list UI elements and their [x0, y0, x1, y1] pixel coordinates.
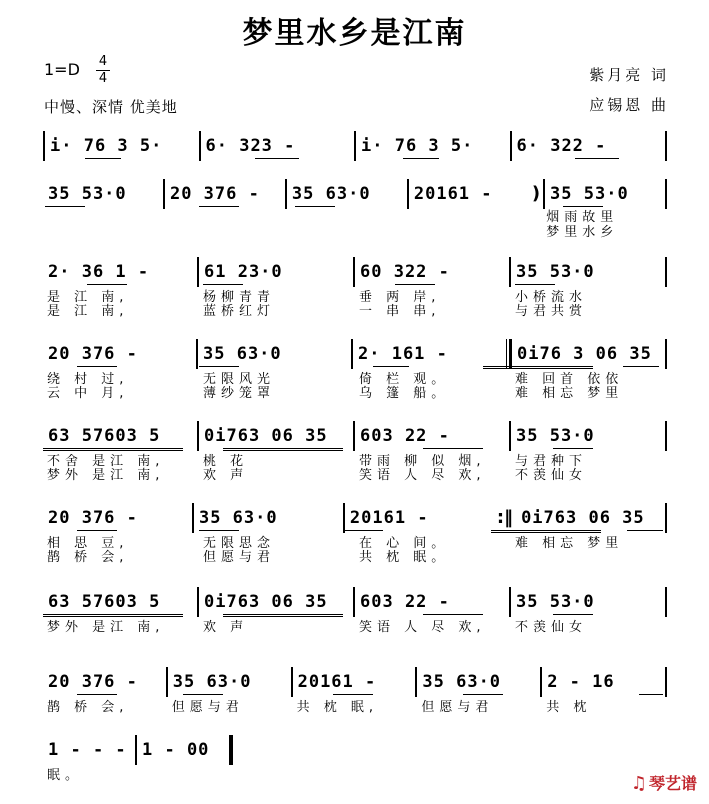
measure: 20161 -	[413, 184, 493, 204]
measure: 20161 -	[297, 672, 377, 692]
measure: i· 76 3 5·	[361, 136, 474, 156]
lyric-1: 鹊 桥 会,	[47, 700, 129, 715]
song-title: 梦里水乡是江南	[242, 16, 467, 51]
lyric-2: 蓝桥红灯	[203, 304, 276, 319]
measure: 1 - - -	[48, 740, 127, 760]
measure: 20 376 -	[169, 184, 260, 204]
lyric-1: 与君种下	[515, 454, 588, 469]
lyric-1: 但愿与君	[421, 700, 494, 715]
score-row-1	[43, 130, 667, 164]
measure: 0i76 3 06 35	[517, 344, 652, 364]
measure: 20 376 -	[48, 508, 138, 528]
lyric-1	[293, 210, 418, 225]
lyric-1	[168, 210, 293, 225]
score-row-5	[43, 424, 667, 486]
lyric-2	[43, 225, 168, 240]
lyric-2	[511, 550, 667, 565]
lyric-1: 不舍 是江 南,	[47, 454, 165, 469]
lyric-1: 烟雨故里	[546, 210, 619, 225]
measure: 35 63·0	[422, 672, 502, 692]
measure: 35 53·0	[516, 262, 595, 282]
lyric-2	[417, 225, 542, 240]
lyric-2: 但愿与君	[203, 550, 276, 565]
measure: 2· 161 -	[358, 344, 448, 364]
measure: 0i763 06 35	[521, 508, 645, 528]
measure: 35 63·0	[203, 344, 282, 364]
lyric-1: 倚 栏 观。	[359, 372, 450, 387]
lyric-1: 小桥流水	[515, 290, 588, 305]
lyric-2: 梦里水乡	[546, 225, 619, 240]
lyric-2: 笑语 人 尽 欢,	[359, 468, 486, 483]
measure: 2· 36 1 -	[48, 262, 150, 282]
score-row-3	[43, 260, 667, 322]
lyric-2: 乌 篷 船。	[359, 386, 450, 401]
lyricist-credit: 紫月亮 词	[589, 66, 669, 84]
score-row-9	[43, 738, 233, 788]
measure: 35 53·0	[516, 592, 595, 612]
measure: 35 63·0	[172, 672, 252, 692]
measure: 35 63·0	[291, 184, 371, 204]
measure: 6· 322 -	[516, 136, 607, 156]
measure: 603 22 -	[360, 592, 450, 612]
logo-text: 琴艺谱	[648, 774, 697, 793]
measure: 60 322 -	[360, 262, 450, 282]
lyric-2: 与君共赏	[515, 304, 588, 319]
measure: 63 57603 5	[48, 426, 161, 446]
score-row-4	[43, 342, 667, 404]
measure: 61 23·0	[204, 262, 283, 282]
lyric-2	[168, 225, 293, 240]
composer-credit: 应锡恩 曲	[589, 96, 669, 114]
lyric-2: 难 相忘 梦里	[515, 386, 624, 401]
measure: 20161 -	[349, 508, 429, 528]
lyric-1: 垂 两 岸,	[359, 290, 441, 305]
lyric-1: 笑语 人 尽 欢,	[359, 620, 486, 635]
measure: 63 57603 5	[48, 592, 161, 612]
lyric-2: 鹊 桥 会,	[47, 550, 129, 565]
measure: 35 53·0	[48, 184, 127, 204]
lyric-2: 云 中 月,	[47, 386, 129, 401]
lyric-1: 但愿与君	[171, 700, 244, 715]
lyric-1: 梦外 是江 南,	[47, 620, 165, 635]
lyric-2: 共 枕 眠。	[359, 550, 450, 565]
measure: 0i763 06 35	[204, 426, 328, 446]
lyric-2: 欢 声	[203, 468, 249, 483]
repeat-end-mark: :‖	[496, 507, 514, 528]
lyric-2: 不羡仙女	[515, 468, 588, 483]
lyric-2	[293, 225, 418, 240]
time-signature	[96, 55, 110, 86]
measure: 0i763 06 35	[204, 592, 328, 612]
lyric-2: 是 江 南,	[47, 304, 129, 319]
repeat-mark: )	[531, 183, 541, 204]
score-row-7	[43, 590, 667, 640]
measure: 6· 323 -	[205, 136, 296, 156]
lyric-1	[417, 210, 542, 225]
lyric-1: 无限风光	[203, 372, 276, 387]
lyric-1: 是 江 南,	[47, 290, 129, 305]
measure: i· 76 3 5·	[50, 136, 163, 156]
measure: 20 376 -	[48, 672, 138, 692]
site-logo	[631, 771, 697, 794]
score-row-2	[43, 178, 667, 242]
measure: 35 53·0	[550, 184, 629, 204]
key-signature: 1=D	[44, 60, 80, 79]
score-row-8	[43, 670, 667, 720]
measure: 603 22 -	[360, 426, 450, 446]
score-row-6	[43, 506, 667, 568]
tempo-marking: 中慢、深情 优美地	[44, 98, 178, 116]
lyric-1: 桃 花	[203, 454, 249, 469]
lyric-1: 难 相忘 梦里	[515, 536, 624, 551]
lyric-1: 无限思念	[203, 536, 276, 551]
lyric-1: 带雨 柳 似 烟,	[359, 454, 486, 469]
lyric-1: 相 思 豆,	[47, 536, 129, 551]
measure: 2 - 16	[547, 672, 615, 692]
lyric-1: 共 枕	[546, 700, 592, 715]
lyric-2: 一 串 串,	[359, 304, 441, 319]
lyric-1: 不羡仙女	[515, 620, 588, 635]
lyric-1: 欢 声	[203, 620, 249, 635]
lyric-2: 梦外 是江 南,	[47, 468, 165, 483]
lyric-1: 在 心 间。	[359, 536, 450, 551]
lyric-2: 薄纱笼罩	[203, 386, 276, 401]
measure: 1 - 00	[142, 740, 210, 760]
measure: 35 53·0	[516, 426, 595, 446]
lyric-1: 共 枕 眠,	[296, 700, 378, 715]
lyric-1: 绕 村 过,	[47, 372, 129, 387]
music-note-icon: ♫	[630, 773, 647, 794]
lyric-1: 杨柳青青	[203, 290, 276, 305]
measure: 20 376 -	[48, 344, 138, 364]
lyric-1	[138, 768, 233, 783]
lyric-1: 眠。	[47, 768, 84, 783]
meter-top: 4	[98, 54, 108, 69]
lyric-1	[43, 210, 168, 225]
lyric-1: 难 回首 依依	[515, 372, 624, 387]
meter-bottom: 4	[98, 71, 108, 86]
measure: 35 63·0	[198, 508, 278, 528]
